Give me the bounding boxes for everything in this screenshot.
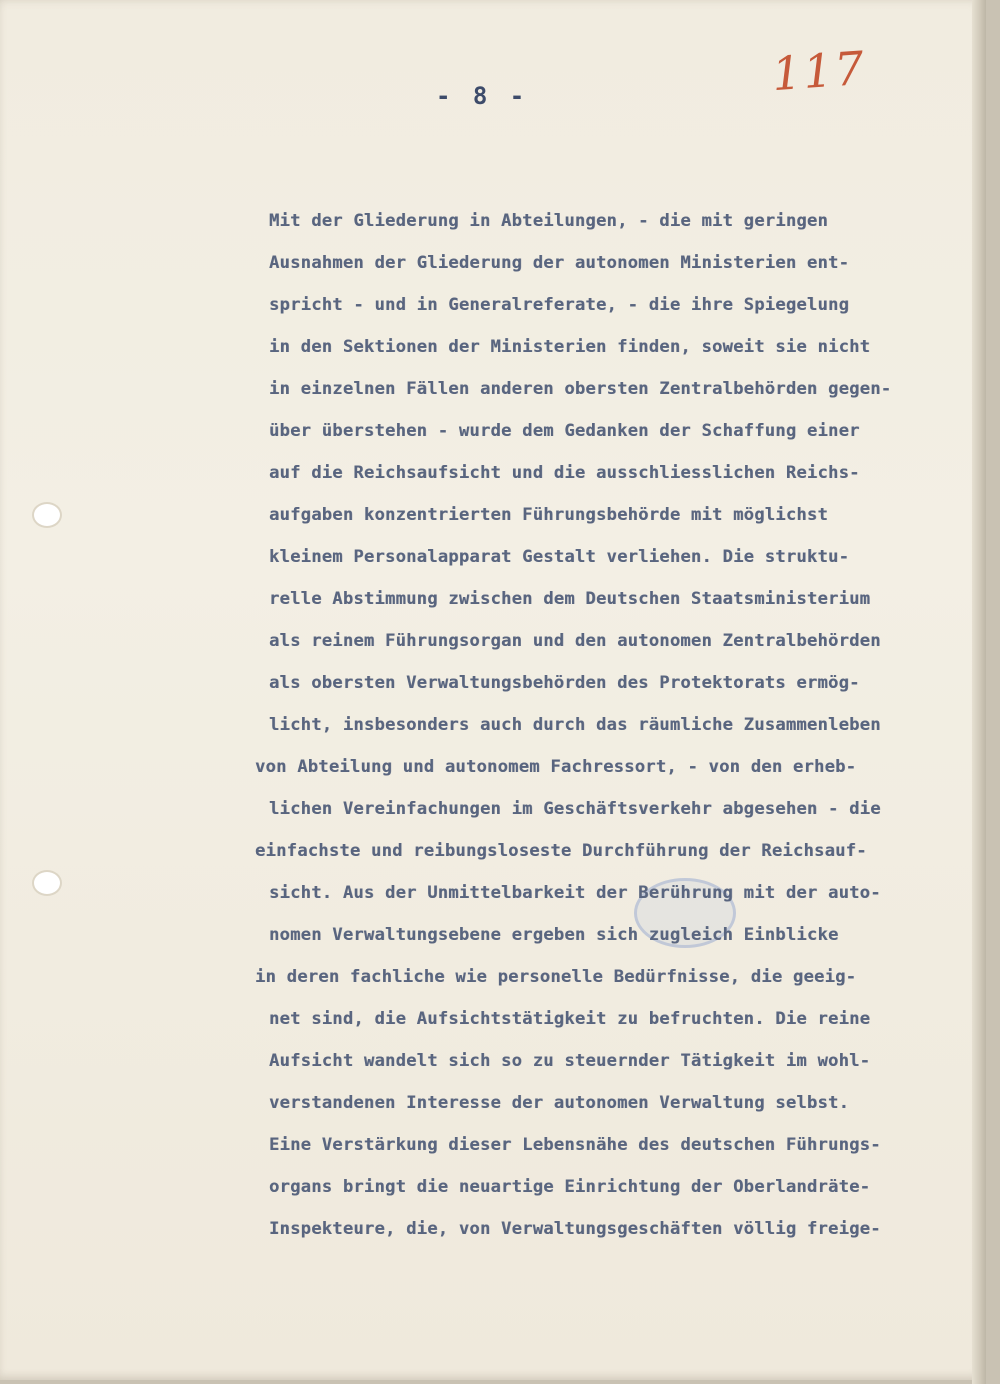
text-line: relle Abstimmung zwischen dem Deutschen Staatsministerium	[269, 589, 871, 609]
text-line: organs bringt die neuartige Einrichtung der Oberlandräte-	[269, 1177, 871, 1197]
text-line: verstandenen Interesse der autonomen Verwaltung selbst.	[269, 1093, 850, 1113]
page-number: - 8 -	[436, 82, 529, 110]
text-line: von Abteilung und autonomem Fachressort, - von den erheb-	[255, 757, 857, 777]
text-line: Ausnahmen der Gliederung der autonomen Ministerien ent-	[269, 253, 850, 273]
text-line: sicht. Aus der Unmittelbarkeit der Berührung mit der auto-	[269, 883, 881, 903]
text-line: in einzelnen Fällen anderen obersten Zentralbehörden gegen-	[269, 379, 892, 399]
text-line: auf die Reichsaufsicht und die ausschliesslichen Reichs-	[269, 463, 860, 483]
text-line: als obersten Verwaltungsbehörden des Protektorats ermög-	[269, 673, 860, 693]
text-line: über überstehen - wurde dem Gedanken der Schaffung einer	[269, 421, 860, 441]
text-line: net sind, die Aufsichtstätigkeit zu befruchten. Die reine	[269, 1009, 871, 1029]
text-line: in den Sektionen der Ministerien finden, soweit sie nicht	[269, 337, 871, 357]
punch-hole-top	[34, 504, 60, 526]
text-line: nomen Verwaltungsebene ergeben sich zugleich Einblicke	[269, 925, 839, 945]
text-line: als reinem Führungsorgan und den autonomen Zentralbehörden	[269, 631, 881, 651]
text-line: spricht - und in Generalreferate, - die ihre Spiegelung	[269, 295, 850, 315]
text-line: Aufsicht wandelt sich so zu steuernder Tätigkeit im wohl-	[269, 1051, 871, 1071]
folio-number: 117	[770, 40, 868, 102]
text-line: lichen Vereinfachungen im Geschäftsverkehr abgesehen - die	[269, 799, 881, 819]
punch-hole-bottom	[34, 872, 60, 894]
text-line: einfachste und reibungsloseste Durchführung der Reichsauf-	[255, 841, 867, 861]
text-line: Eine Verstärkung dieser Lebensnähe des deutschen Führungs-	[269, 1135, 881, 1155]
body-text	[255, 200, 985, 1250]
text-line: Mit der Gliederung in Abteilungen, - die mit geringen	[269, 211, 829, 231]
text-line: Inspekteure, die, von Verwaltungsgeschäften völlig freige-	[269, 1219, 881, 1239]
text-line: aufgaben konzentrierten Führungsbehörde mit möglichst	[269, 505, 829, 525]
text-line: kleinem Personalapparat Gestalt verliehen. Die struktu-	[269, 547, 850, 567]
text-line: in deren fachliche wie personelle Bedürfnisse, die geeig-	[255, 967, 857, 987]
text-line: licht, insbesonders auch durch das räumliche Zusammenleben	[269, 715, 881, 735]
